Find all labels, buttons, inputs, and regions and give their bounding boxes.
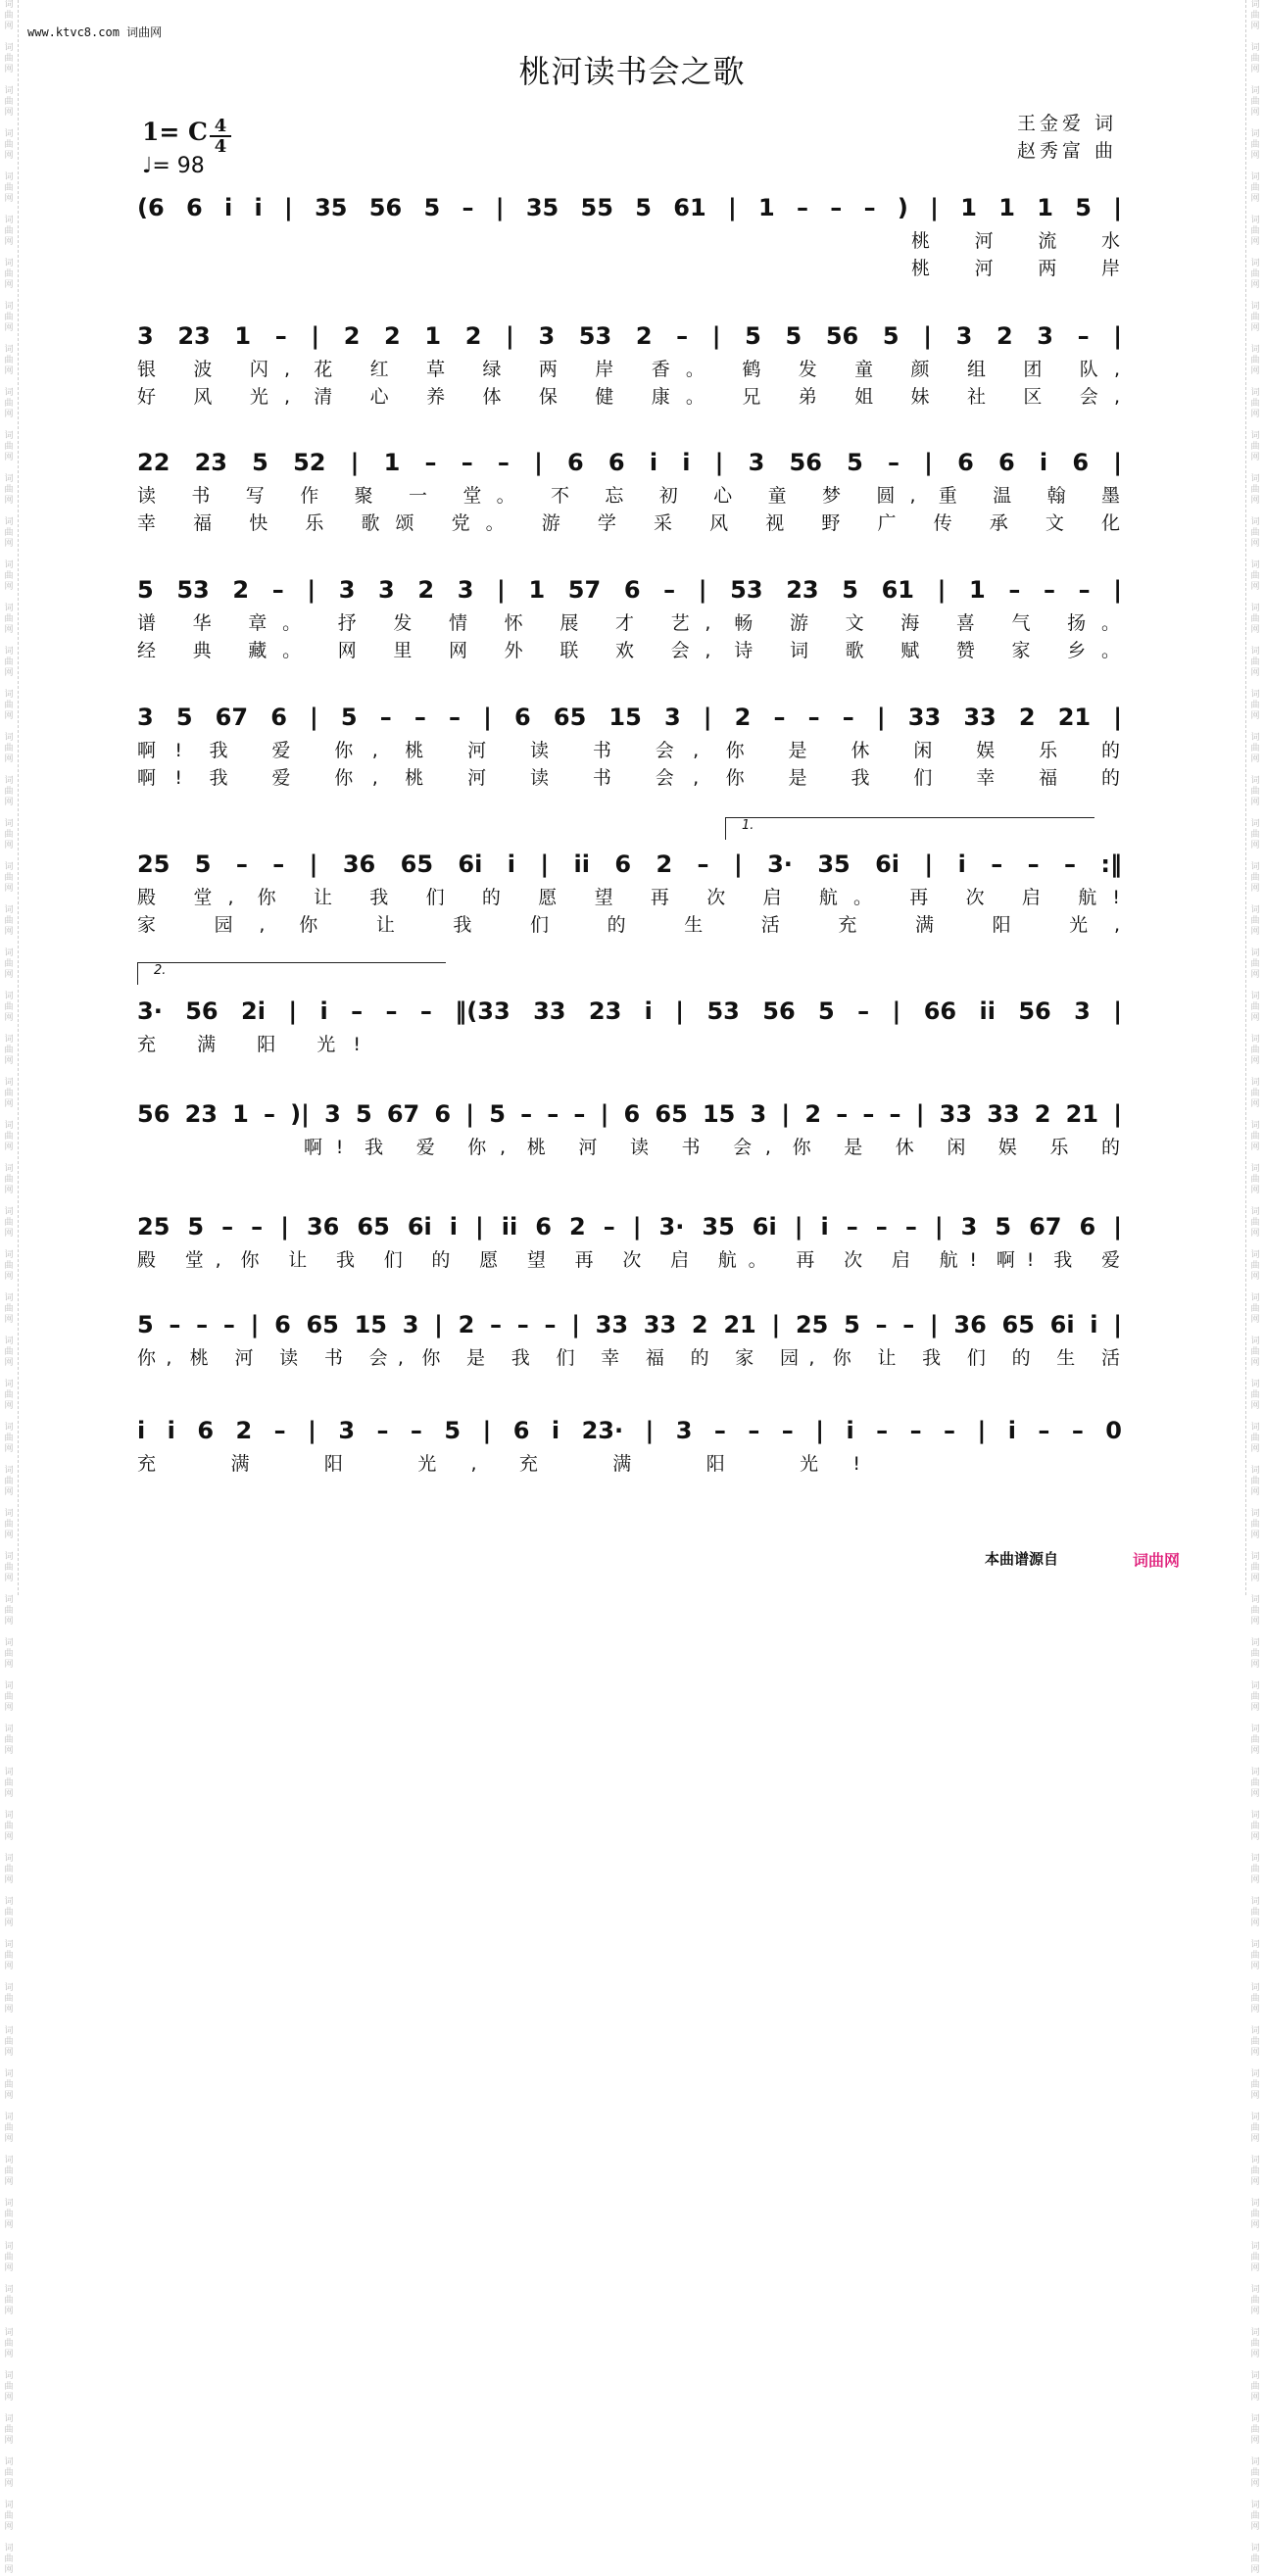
lyric-row: 谱 华 章。 抒 发 情 怀 展 才 艺, 畅 游 文 海 喜 气 扬。: [137, 612, 1122, 634]
lyric-row: 桃 河 流 水: [911, 230, 1122, 252]
lyric-row: 充 满 阳 光!: [137, 1034, 363, 1055]
notation-text: 25 5 – – | 36 65 6i i | ii 6 2 – | 3· 35 6i | i – – – :‖: [137, 851, 1122, 878]
tempo-marking: ♩= 98: [142, 154, 205, 178]
key-signature: 1= C: [142, 118, 208, 146]
time-signature: [210, 118, 231, 155]
lyric-row: 好 风 光, 清 心 养 体 保 健 康。 兄 弟 姐 妹 社 区 会,: [137, 386, 1122, 408]
lyric-row: 你, 桃 河 读 书 会, 你 是 我 们 幸 福 的 家 园, 你 让 我 们 的 生 活: [137, 1347, 1122, 1369]
notation-row: [137, 316, 1122, 356]
score-line: [137, 316, 1122, 411]
lyric-row: 啊! 我 爱 你, 桃 河 读 书 会, 你 是 我 们 幸 福 的: [137, 767, 1122, 789]
score-line: [137, 698, 1122, 792]
score-line: [137, 1207, 1122, 1274]
left-watermark-strip: 词 曲 网 词 曲 网 词 曲 网 词 曲 网 词 曲 网 词 曲 网 词 曲 网 词 曲 网 词 曲 网 词 曲 网 词 曲 网 词 曲 网 词 曲 网 词 曲 网 词 曲 网 词 曲 网 词 曲 网 词 曲 网 词 曲 网 词 曲 网 词 曲 网 词 曲 网 词 曲 网 词 曲 网 词 曲 网 词 曲 网 词 曲 网 词 曲 网 词 曲 网 词 曲 网 词 曲 网 词 曲 网 词 曲 网 词 曲 网 词 曲 网 词 曲 网 词 曲 网 词 曲 网 词 曲 网 词 曲 网 词 曲 网 词 曲 网 词 曲 网 词 曲 网 词 曲 网 词 曲 网 词 曲 网 词 曲 网 词 曲 网 词 曲 网 词 曲 网 词 曲 网 词 曲 网 词 曲 网 词 曲 网 词 曲 网 词 曲 网 词 曲 网 词 曲 网 词 曲 网: [0, 0, 19, 1595]
notation-text: 56 23 1 – )| 3 5 67 6 | 5 – – – | 6 65 15 3 | 2 – – – | 33 33 2 21 |: [137, 1100, 1122, 1128]
lyric-row: 经 典 藏。 网 里 网 外 联 欢 会, 诗 词 歌 赋 赞 家 乡。: [137, 640, 1122, 661]
volta-bracket: 2.: [137, 962, 446, 985]
notation-text: 5 53 2 – | 3 3 2 3 | 1 57 6 – | 53 23 5 61 | 1 – – – |: [137, 576, 1122, 604]
notation-row: [137, 845, 1122, 884]
notation-text: 3 23 1 – | 2 2 1 2 | 3 53 2 – | 5 5 56 5 | 3 2 3 – |: [137, 322, 1122, 350]
notation-text: 25 5 – – | 36 65 6i i | ii 6 2 – | 3· 35 6i | i – – – | 3 5 67 6 |: [137, 1213, 1122, 1240]
notation-row: [137, 1207, 1122, 1246]
song-title: 桃河读书会之歌: [518, 53, 746, 90]
notation-row: [137, 570, 1122, 609]
lyric-row: 殿 堂, 你 让 我 们 的 愿 望 再 次 启 航。 再 次 启 航! 啊! 我 爱: [137, 1249, 1122, 1271]
lyric-row: 桃 河 两 岸: [911, 258, 1122, 279]
lyric-row: 充 满 阳 光, 充 满 阳 光!: [137, 1453, 862, 1475]
notation-row: [137, 1305, 1122, 1344]
notation-text: 3 5 67 6 | 5 – – – | 6 65 15 3 | 2 – – – | 33 33 2 21 |: [137, 704, 1122, 731]
notation-text: 5 – – – | 6 65 15 3 | 2 – – – | 33 33 2 21 | 25 5 – – | 36 65 6i i |: [137, 1311, 1122, 1338]
time-signature-top: 4: [214, 116, 227, 136]
score-line: [137, 1411, 1122, 1478]
score-line: [137, 1305, 1122, 1372]
notation-text: i i 6 2 – | 3 – – 5 | 6 i 23· | 3 – – – | i – – – | i – – 0: [137, 1417, 1122, 1444]
notation-row: [137, 443, 1122, 482]
brand-logo: 词曲网: [1132, 1551, 1180, 1570]
lyric-row: 家 园, 你 让 我 们 的 生 活 充 满 阳 光,: [137, 914, 1122, 936]
lyric-row: 殿 堂, 你 让 我 们 的 愿 望 再 次 启 航。 再 次 启 航!: [137, 887, 1122, 908]
site-url: www.ktvc8.com 词曲网: [27, 25, 163, 39]
notation-row: [137, 188, 1122, 227]
notation-text: 3· 56 2i | i – – – ‖(33 33 23 i | 53 56 5 – | 66 ii 56 3 |: [137, 997, 1122, 1025]
score-line: [137, 1094, 1122, 1161]
lyric-row: 银 波 闪, 花 红 草 绿 两 岸 香。 鹤 发 童 颜 组 团 队,: [137, 359, 1122, 380]
notation-text: (6 6 i i | 35 56 5 – | 35 55 5 61 | 1 – – – ) | 1 1 1 5 |: [137, 194, 1122, 221]
composer: 赵秀富 曲: [1016, 140, 1117, 162]
notation-row: [137, 1411, 1122, 1450]
time-signature-bottom: 4: [214, 136, 227, 157]
score-line: [137, 570, 1122, 664]
notation-row: [137, 698, 1122, 737]
lyric-row: 啊! 我 爱 你, 桃 河 读 书 会, 你 是 休 闲 娱 乐 的: [137, 740, 1122, 761]
lyric-row: 读 书 写 作 聚 一 堂。 不 忘 初 心 童 梦 圆, 重 温 翰 墨: [137, 485, 1122, 507]
lyric-row: 幸 福 快 乐 歌颂 党。 游 学 采 风 视 野 广 传 承 文 化: [137, 512, 1122, 534]
volta-bracket: 1.: [725, 817, 1094, 840]
notation-row: [137, 1094, 1122, 1134]
score-line: [137, 963, 1122, 1058]
credits: [1017, 110, 1117, 165]
notation-text: 22 23 5 52 | 1 – – – | 6 6 i i | 3 56 5 – | 6 6 i 6 |: [137, 449, 1122, 476]
source-label: 本曲谱源自: [984, 1550, 1058, 1568]
score-line: [137, 188, 1122, 282]
lyricist: 王金爱 词: [1016, 113, 1117, 134]
right-watermark-strip: 词 曲 网 词 曲 网 词 曲 网 词 曲 网 词 曲 网 词 曲 网 词 曲 网 词 曲 网 词 曲 网 词 曲 网 词 曲 网 词 曲 网 词 曲 网 词 曲 网 词 曲 网 词 曲 网 词 曲 网 词 曲 网 词 曲 网 词 曲 网 词 曲 网 词 曲 网 词 曲 网 词 曲 网 词 曲 网 词 曲 网 词 曲 网 词 曲 网 词 曲 网 词 曲 网 词 曲 网 词 曲 网 词 曲 网 词 曲 网 词 曲 网 词 曲 网 词 曲 网 词 曲 网 词 曲 网 词 曲 网 词 曲 网 词 曲 网 词 曲 网 词 曲 网 词 曲 网 词 曲 网 词 曲 网 词 曲 网 词 曲 网 词 曲 网 词 曲 网 词 曲 网 词 曲 网 词 曲 网 词 曲 网 词 曲 网 词 曲 网 词 曲 网 词 曲 网 词 曲 网: [1245, 0, 1264, 1595]
notation-row: [137, 992, 1122, 1031]
score-line: [137, 443, 1122, 537]
lyric-row: 啊! 我 爱 你, 桃 河 读 书 会, 你 是 休 闲 娱 乐 的: [304, 1137, 1122, 1158]
score-line: [137, 818, 1122, 939]
